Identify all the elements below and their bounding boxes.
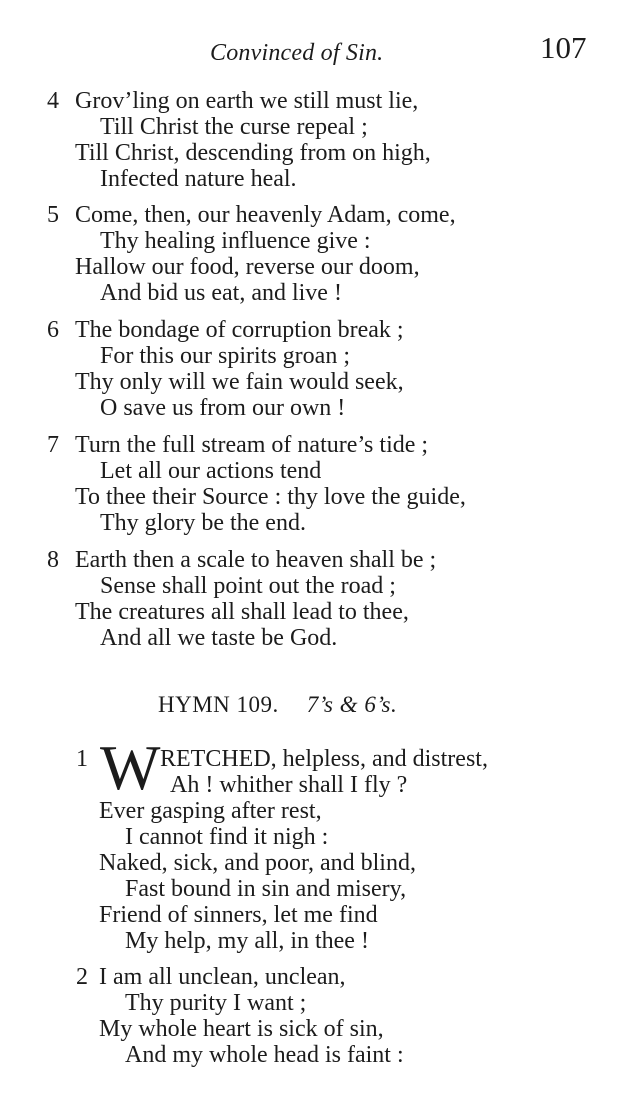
verse-line: Thy only will we fain would seek, [75,369,404,395]
verse-line: Thy purity I want ; [125,990,307,1016]
verse-line: Ever gasping after rest, [99,798,322,824]
verse-line: The bondage of corruption break ; [75,317,404,343]
stanza-number: 5 [47,202,59,228]
hymn-meter: 7’s & 6’s. [306,692,398,717]
verse-line: O save us from our own ! [100,395,346,421]
verse-line: Friend of sinners, let me find [99,902,378,928]
stanza-number: 4 [47,88,59,114]
drop-cap: W [100,732,161,803]
verse-line: Till Christ the curse repeal ; [100,114,368,140]
verse-line: Turn the full stream of nature’s tide ; [75,432,429,458]
verse-line: Sense shall point out the road ; [100,573,396,599]
verse-line: Infected nature heal. [100,166,297,192]
verse-line: My whole heart is sick of sin, [99,1016,384,1042]
stanza-number: 1 [76,746,88,772]
verse-line: Grov’ling on earth we still must lie, [75,88,419,114]
verse-line: Hallow our food, reverse our doom, [75,254,420,280]
hymn-title: HYMN 109. [158,692,279,717]
stanza-number: 6 [47,317,59,343]
verse-line: Let all our actions tend [100,458,322,484]
verse-line: Earth then a scale to heaven shall be ; [75,547,437,573]
verse-line: And bid us eat, and live ! [100,280,342,306]
running-title: Convinced of Sin. [210,40,384,66]
verse-line: My help, my all, in thee ! [125,928,369,954]
stanza-number: 2 [76,964,88,990]
verse-line: I cannot find it nigh : [125,824,329,850]
verse-line: Till Christ, descending from on high, [75,140,431,166]
hymn-heading [158,692,397,718]
verse-line: And my whole head is faint : [125,1042,404,1068]
verse-line: RETCHED, helpless, and distrest, [160,746,488,772]
verse-line: Thy healing influence give : [100,228,371,254]
verse-line: Naked, sick, and poor, and blind, [99,850,416,876]
verse-line: And all we taste be God. [100,625,338,651]
verse-line: The creatures all shall lead to thee, [75,599,409,625]
verse-line: Fast bound in sin and misery, [125,876,407,902]
verse-line: To thee their Source : thy love the guide, [75,484,466,510]
verse-line: For this our spirits groan ; [100,343,350,369]
verse-line: Thy glory be the end. [100,510,306,536]
verse-line: Come, then, our heavenly Adam, come, [75,202,456,228]
verse-line: I am all unclean, unclean, [99,964,346,990]
stanza-number: 8 [47,547,59,573]
page-number: 107 [540,30,587,65]
stanza-number: 7 [47,432,59,458]
verse-line: Ah ! whither shall I fly ? [170,772,408,798]
